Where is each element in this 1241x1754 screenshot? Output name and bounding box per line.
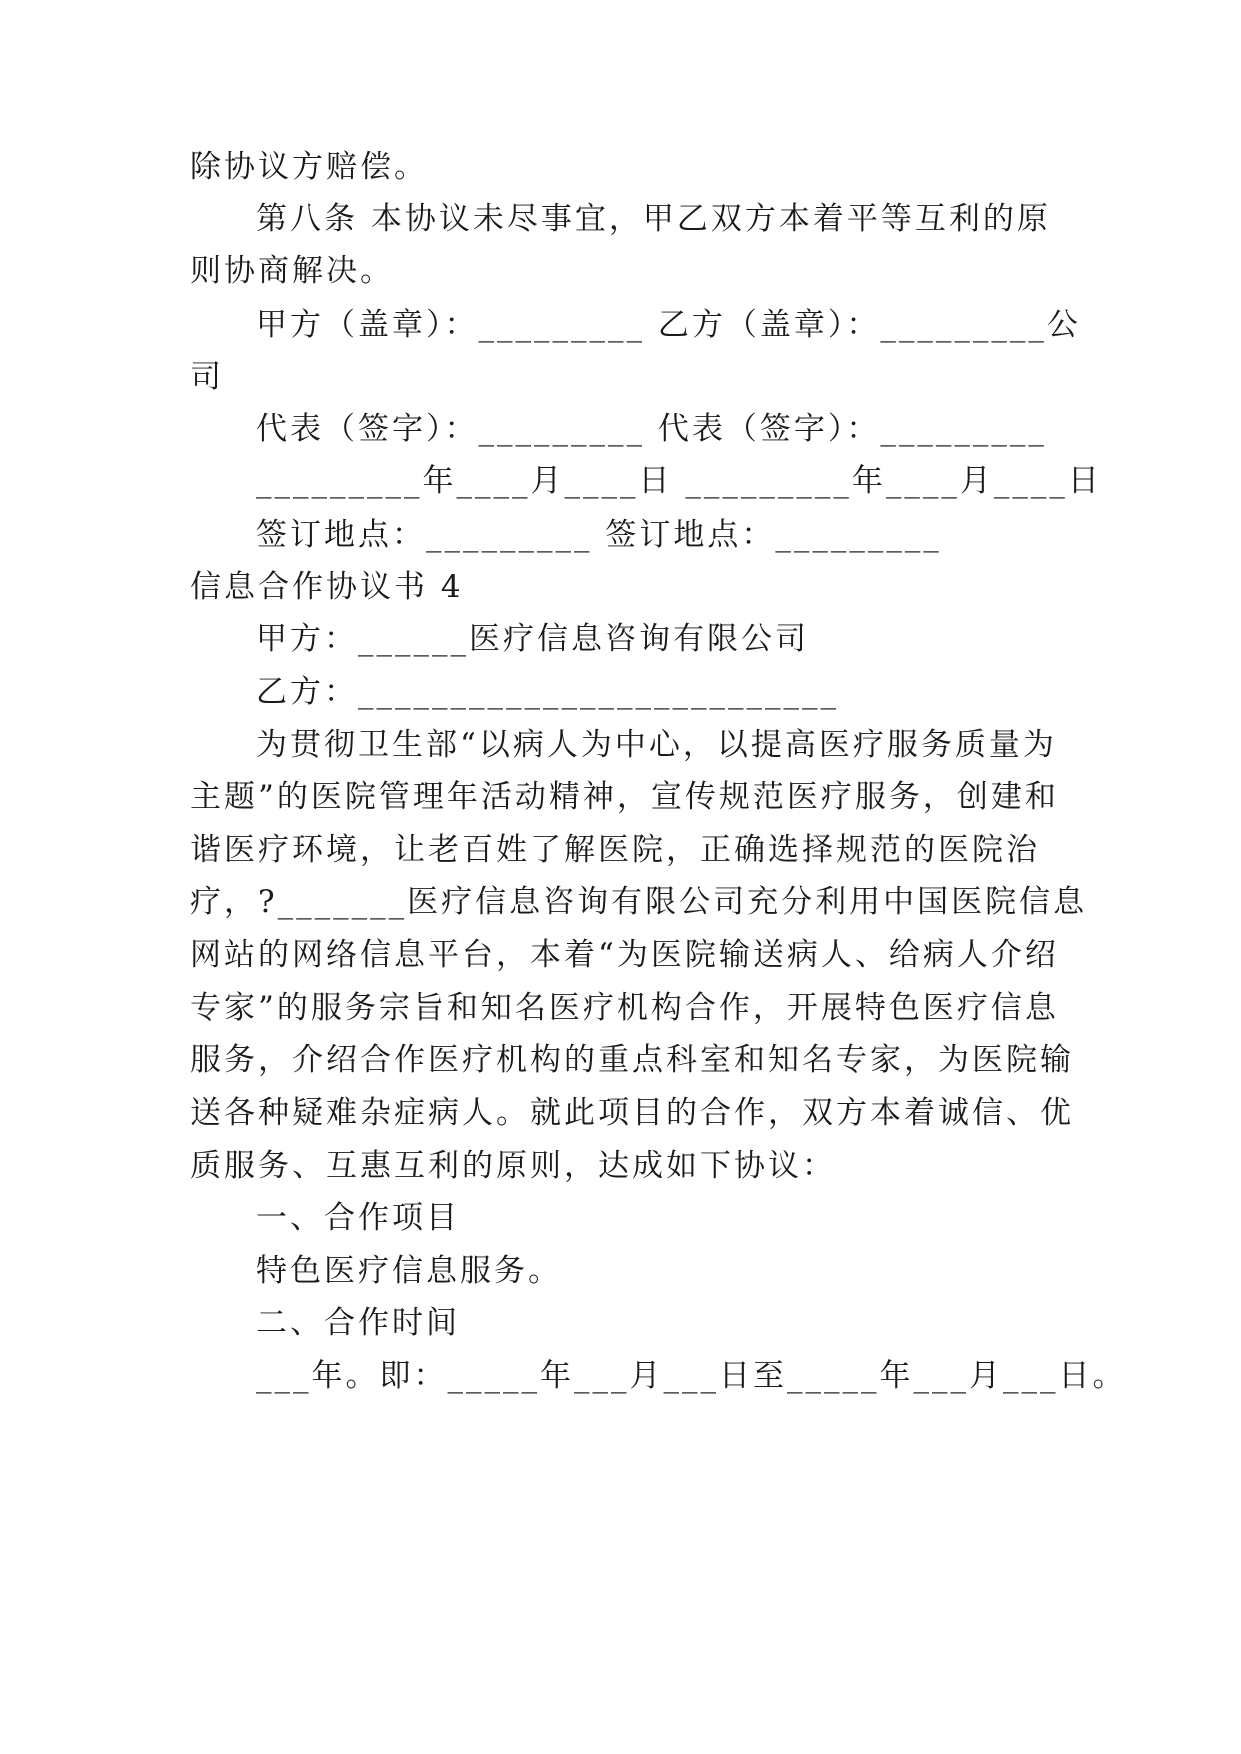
paragraph-line: 送各种疑难杂症病人。就此项目的合作，双方本着诚信、优 bbox=[190, 1095, 1074, 1131]
paragraph-line: 司 bbox=[190, 359, 224, 395]
paragraph-line: 服务，介绍合作医疗机构的重点科室和知名专家，为医院输 bbox=[190, 1042, 1074, 1078]
article-eight-line: 第八条 本协议未尽事宜，甲乙双方本着平等互利的原 bbox=[256, 201, 1051, 237]
paragraph-line: 为贯彻卫生部“以病人为中心，以提高医疗服务质量为 bbox=[256, 727, 1057, 763]
representative-signature-line: 代表（签字）：_________ 代表（签字）：_________ bbox=[256, 411, 1047, 447]
party-b-line: 乙方：__________________________ bbox=[256, 674, 839, 710]
paragraph-line: 专家”的服务宗旨和知名医疗机构合作，开展特色医疗信息 bbox=[190, 990, 1059, 1026]
paragraph-line: 谐医疗环境，让老百姓了解医院，正确选择规范的医院治 bbox=[190, 832, 1040, 868]
party-seal-line: 甲方（盖章）：_________ 乙方（盖章）：_________公 bbox=[256, 307, 1081, 343]
heading-cooperation-time: 二、合作时间 bbox=[256, 1305, 460, 1341]
signing-place-line: 签订地点：_________ 签订地点：_________ bbox=[256, 517, 942, 553]
paragraph-line: 除协议方赔偿。 bbox=[190, 149, 428, 185]
section-title: 信息合作协议书 4 bbox=[190, 569, 464, 605]
paragraph-line: 网站的网络信息平台，本着“为医院输送病人、给病人介绍 bbox=[190, 937, 1059, 973]
date-line: _________年____月____日 _________年____月____日 bbox=[256, 463, 1102, 499]
heading-cooperation-project: 一、合作项目 bbox=[256, 1200, 460, 1236]
paragraph-line: 质服务、互惠互利的原则，达成如下协议： bbox=[190, 1148, 836, 1184]
paragraph-line: 疗，?_______医疗信息咨询有限公司充分利用中国医院信息 bbox=[190, 884, 1088, 920]
paragraph-line: 主题”的医院管理年活动精神，宣传规范医疗服务，创建和 bbox=[190, 779, 1059, 815]
paragraph-line: 特色医疗信息服务。 bbox=[256, 1253, 562, 1289]
paragraph-line: 则协商解决。 bbox=[190, 253, 394, 289]
cooperation-period-line: ___年。即：_____年___月___日至_____年___月___日。 bbox=[256, 1358, 1127, 1394]
party-a-line: 甲方：______医疗信息咨询有限公司 bbox=[256, 621, 809, 657]
